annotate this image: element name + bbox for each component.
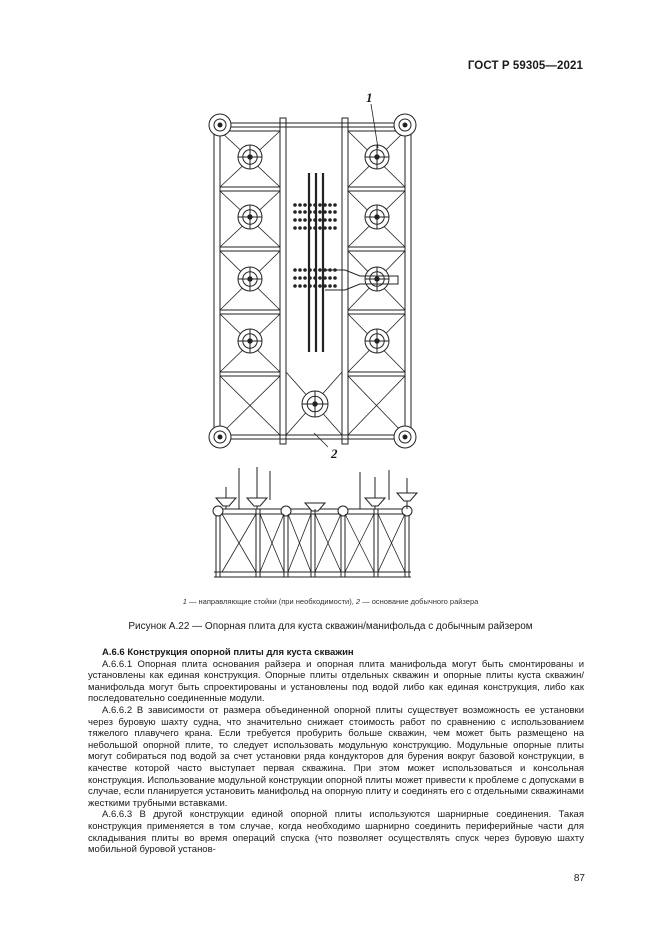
figure-template-drawing [0,80,661,595]
well-slot [238,145,262,169]
well-slot [365,329,389,353]
plan-view [209,104,416,448]
guide-funnel [247,467,267,509]
right-inner-beam [342,118,348,444]
corner-pile [209,114,231,136]
paragraph-a662: А.6.6.2 В зависимости от размера объединенной опорной плиты существует возможность ее установки через буровую шахту судна, что значительно снижает стоимость работ по сравнению с использованием тяжелого плавучего крана. Если требуется пробурить больше скважин, чем может быть размещено на небольшой опорной плите, то следует использовать модульную конструкцию. Модульные опорные плиты могут собираться под водой за счет установки ряда кондукторов для бурения вокруг базовой конструкции, в качестве которой часто выступает первая скважина. При этом может использоваться и консольная конструкция. Использование модульной конструкции опорной плиты может привести к проблеме с допусками в случае, если планируется установить манифольд на опорную плиту и соединять его с отдельными скважинами жесткими трубными вставками. [88,704,584,809]
right-outer-beam [405,123,411,439]
figure-caption: Рисунок А.22 — Опорная плита для куста скважин/манифольда с добычным райзером [128,621,533,632]
legend-num-1: 1 [182,597,187,606]
corner-pile [394,114,416,136]
callout-2: 2 [331,446,338,461]
elevation-view [213,467,417,577]
section-heading: А.6.6 Конструкция опорной плиты для куста скважин [102,647,354,658]
paragraph-a661: А.6.6.1 Опорная плита основания райзера и опорная плита манифольда могут быть смонтированы и установлены как единая конструкция. Опорные плиты отдельных скважин и опорные плиты куста скважин/манифольда могут быть спроектированы и установлены под водой либо как единая конструкция, либо как последовательно соединенные модули. [88,658,584,705]
guide-funnel [397,478,417,509]
guide-funnel [305,503,325,511]
corner-pile [394,426,416,448]
paragraph-a663: А.6.6.3 В другой конструкции единой опорной плиты используются шарнирные соединения. Такая конструкция применяется в том случае, когда необходимо шарнирно соединить периферийные части для складывания плиты во время операций спуска (что позволяет осуществлять спуск через буровую шахту мобильной буровой установ- [88,809,584,856]
corner-pile [209,426,231,448]
well-slot [365,267,389,291]
legend-text-1: — направляющие стойки (при необходимости), [186,597,356,606]
well-slot [365,145,389,169]
guide-funnel [365,477,385,509]
legend-num-2: 2 [355,597,361,606]
figure-legend [0,597,661,606]
standard-number: ГОСТ Р 59305—2021 [467,60,583,72]
page-number: 87 [573,873,585,884]
well-slot [238,205,262,229]
legend-text-2: — основание добычного райзера [360,597,479,606]
well-slot [238,329,262,353]
riser-base-slot [302,391,328,417]
left-outer-beam [214,123,220,439]
well-slot [365,205,389,229]
leader-line-1 [371,104,378,148]
section-body [88,647,584,856]
callout-1: 1 [366,90,373,105]
technical-drawing [0,80,661,590]
left-inner-beam [280,118,286,444]
well-slot [238,267,262,291]
